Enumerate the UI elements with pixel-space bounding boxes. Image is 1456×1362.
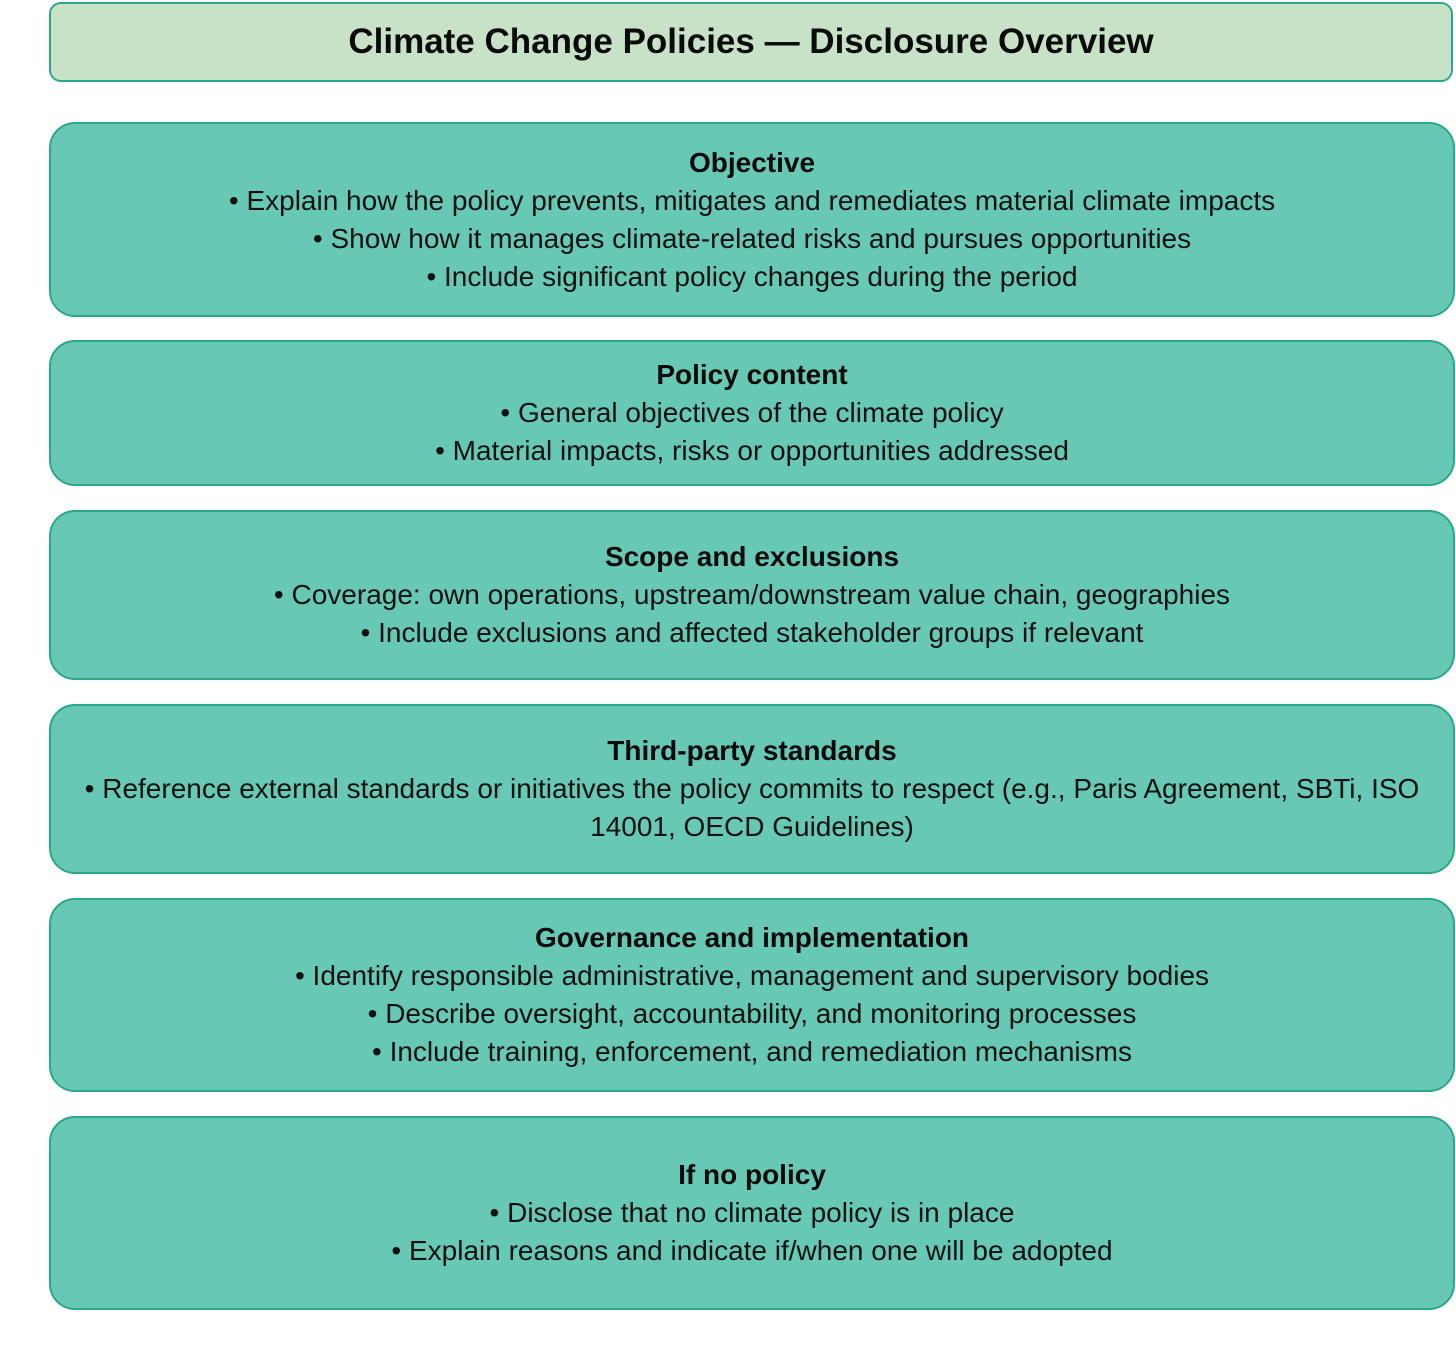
section-third-party-standards [49,704,1455,874]
section-heading: Scope and exclusions [604,541,900,572]
bullet-item: • Include significant policy changes during the period [426,260,1078,292]
bullet-list [71,770,1433,846]
bullet-list [435,394,1069,470]
bullet-item: • General objectives of the climate policy [500,397,1004,428]
bullet-item: • Show how it manages climate-related risks and pursues opportunities [312,222,1192,254]
section-heading: Policy content [656,359,848,390]
section-scope-and-exclusions [49,510,1455,680]
section-policy-content [49,340,1455,486]
section-heading: If no policy [678,1159,826,1190]
bullet-item: • Disclose that no climate policy is in place [489,1197,1015,1228]
bullet-list [274,576,1230,652]
bullet-item: • Reference external standards or initiatives the policy commits to respect (e.g., Paris Agreement, SBTi, ISO 14001, OECD Guidelines) [84,773,1420,842]
section-heading: Objective [688,146,816,178]
section-heading: Third-party standards [607,735,897,766]
bullet-list [295,957,1209,1071]
bullet-item: • Include exclusions and affected stakeholder groups if relevant [360,617,1144,648]
bullet-item: • Identify responsible administrative, management and supervisory bodies [294,960,1210,991]
section-heading: Governance and implementation [534,922,970,953]
bullet-item: • Explain how the policy prevents, mitigates and remediates material climate impacts [228,184,1276,216]
section-objective [49,122,1455,317]
bullet-item: • Describe oversight, accountability, and monitoring processes [367,998,1137,1029]
bullet-list [229,182,1275,296]
title-banner [49,2,1453,82]
bullet-item: • Explain reasons and indicate if/when one will be adopted [391,1235,1113,1266]
bullet-item: • Material impacts, risks or opportunities addressed [435,435,1069,466]
bullet-item: • Coverage: own operations, upstream/downstream value chain, geographies [273,579,1231,610]
bullet-item: • Include training, enforcement, and remediation mechanisms [372,1036,1132,1067]
section-governance-and-implementation [49,898,1455,1092]
section-if-no-policy [49,1116,1455,1310]
page-title: Climate Change Policies — Disclosure Overview [348,22,1154,61]
bullet-list [391,1194,1112,1270]
